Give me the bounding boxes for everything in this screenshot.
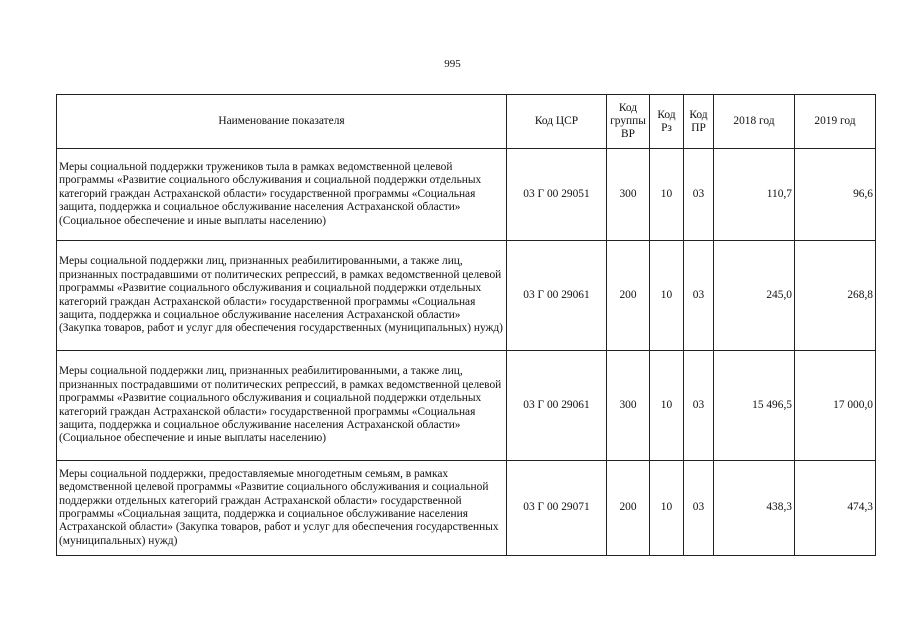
- row-name: Меры социальной поддержки лиц, признанных реабилитированными, а также лиц, признанных пострадавшими от политических репрессий, в рамках ведомственной целевой программы «Развитие социального обслуживания и социальной поддержки отдельных категорий граждан Астраханской области» государственной программы «Социальная защита, поддержка и социальное обслуживание населения Астраханской области» (Социальное обеспечение и иные выплаты населению): [57, 351, 507, 461]
- header-pr-code: Код ПР: [684, 95, 714, 149]
- row-value-2019: 17 000,0: [795, 351, 876, 461]
- row-value-2018: 110,7: [714, 149, 795, 241]
- table-row: [57, 461, 876, 556]
- row-value-2018: 15 496,5: [714, 351, 795, 461]
- row-value-2018: 245,0: [714, 241, 795, 351]
- row-vr-code: 200: [607, 461, 650, 556]
- header-year-2019: 2019 год: [795, 95, 876, 149]
- row-csr-code: 03 Г 00 29051: [507, 149, 607, 241]
- row-value-2019: 268,8: [795, 241, 876, 351]
- row-pr-code: 03: [684, 149, 714, 241]
- budget-table: [56, 94, 876, 556]
- header-year-2018: 2018 год: [714, 95, 795, 149]
- row-pr-code: 03: [684, 461, 714, 556]
- row-pr-code: 03: [684, 241, 714, 351]
- header-csr-code: Код ЦСР: [507, 95, 607, 149]
- row-name: Меры социальной поддержки лиц, признанных реабилитированными, а также лиц, признанных пострадавшими от политических репрессий, в рамках ведомственной целевой программы «Развитие социального обслуживания и социальной поддержки отдельных категорий граждан Астраханской области» государственной программы «Социальная защита, поддержка и социальное обслуживание населения Астраханской области» (Закупка товаров, работ и услуг для обеспечения государственных (муниципальных) нужд): [57, 241, 507, 351]
- row-csr-code: 03 Г 00 29071: [507, 461, 607, 556]
- row-name: Меры социальной поддержки тружеников тыла в рамках ведомственной целевой программы «Развитие социального обслуживания и социальной поддержки отдельных категорий граждан Астраханской области» государственной программы «Социальная защита, поддержка и социальное обслуживание населения Астраханской области» (Социальное обеспечение и иные выплаты населению): [57, 149, 507, 241]
- header-name: Наименование показателя: [57, 95, 507, 149]
- header-row: [57, 95, 876, 149]
- row-rz-code: 10: [650, 149, 684, 241]
- table-row: [57, 241, 876, 351]
- row-vr-code: 200: [607, 241, 650, 351]
- table-body: [57, 149, 876, 556]
- row-csr-code: 03 Г 00 29061: [507, 241, 607, 351]
- header-vr-code: Код группы ВР: [607, 95, 650, 149]
- row-csr-code: 03 Г 00 29061: [507, 351, 607, 461]
- row-value-2019: 474,3: [795, 461, 876, 556]
- row-pr-code: 03: [684, 351, 714, 461]
- row-rz-code: 10: [650, 351, 684, 461]
- row-vr-code: 300: [607, 351, 650, 461]
- row-rz-code: 10: [650, 461, 684, 556]
- header-rz-code: Код Рз: [650, 95, 684, 149]
- table-header: [57, 95, 876, 149]
- row-vr-code: 300: [607, 149, 650, 241]
- page-number: 995: [444, 58, 461, 70]
- row-rz-code: 10: [650, 241, 684, 351]
- row-value-2019: 96,6: [795, 149, 876, 241]
- row-name: Меры социальной поддержки, предоставляемые многодетным семьям, в рамках ведомственной целевой программы «Развитие социального обслуживания и социальной поддержки отдельных категорий граждан Астраханской области» государственной программы «Социальная защита, поддержка и социальное обслуживание населения Астраханской области» (Закупка товаров, работ и услуг для обеспечения государственных (муниципальных) нужд): [57, 461, 507, 556]
- table-row: [57, 351, 876, 461]
- row-value-2018: 438,3: [714, 461, 795, 556]
- table-row: [57, 149, 876, 241]
